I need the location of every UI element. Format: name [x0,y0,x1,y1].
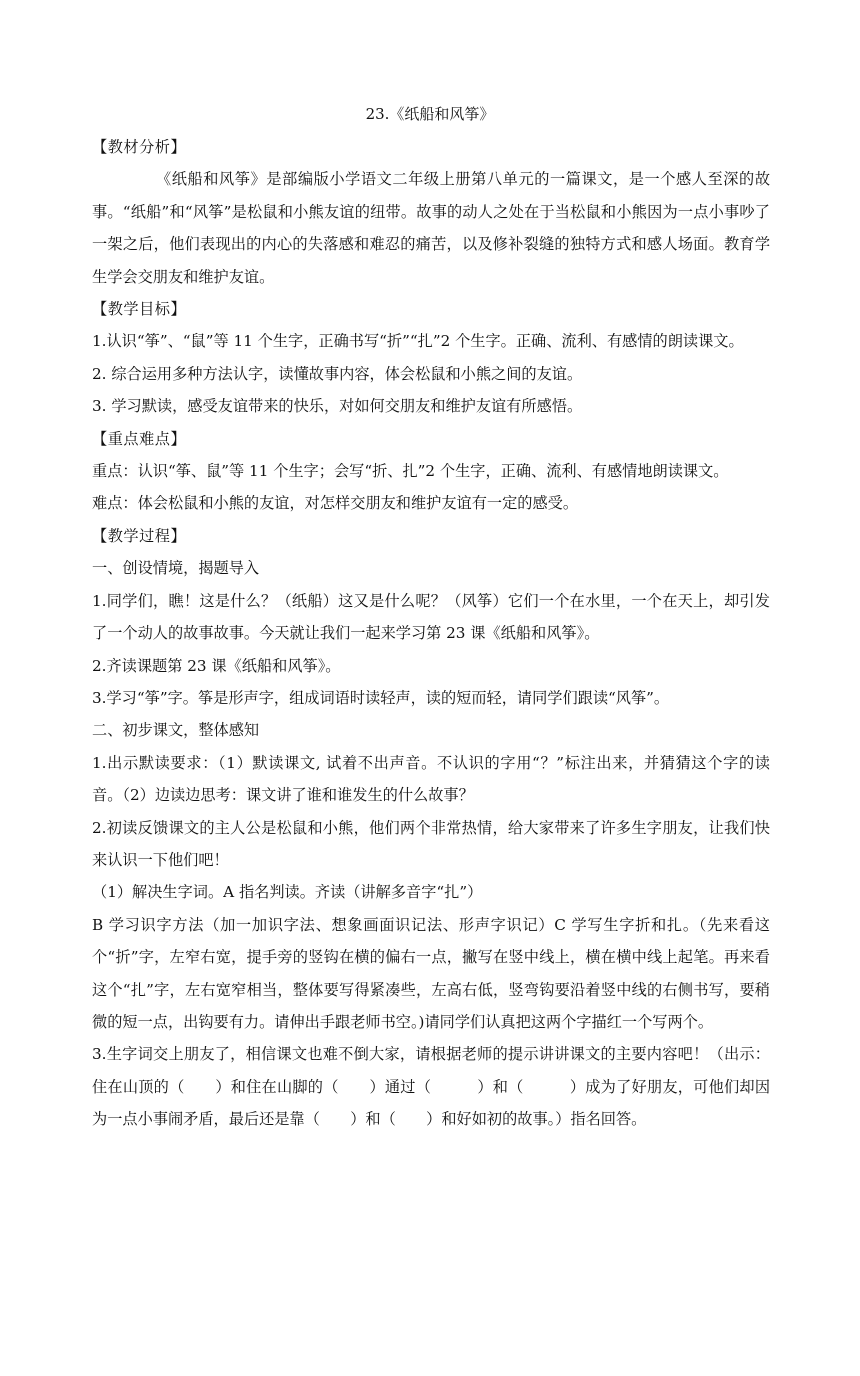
paragraph: 1.同学们，瞧！这是什么？（纸船）这又是什么呢？（风筝）它们一个在水里，一个在天上，却引发了一个动人的故事故事。今天就让我们一起来学习第 23 课《纸船和风筝》。 [92,591,770,643]
paragraph: 二、初步课文，整体感知 [92,721,260,740]
paragraph: 1.出示默读要求：（1）默读课文, 试着不出声音。不认识的字用“？”标注出来，并猜猜这个字的读音。（2）边读边思考：课文讲了谁和谁发生的什么故事？ [92,753,770,805]
section-heading: 【重点难点】 [92,429,187,448]
paragraph: 2.初读反馈课文的主人公是松鼠和小熊，他们两个非常热情，给大家带来了许多生字朋友，让我们快来认识一下他们吧！ [92,818,770,869]
paragraph: 3.学习“筝”字。筝是形声字，组成词语时读轻声，读的短而轻，请同学们跟读“风筝”。 [92,688,670,707]
paragraph: 3.生字词交上朋友了，相信课文也难不倒大家，请根据老师的提示讲讲课文的主要内容吧！（出示：住在山顶的（ ）和住在山脚的（ ）通过（ ）和（ ）成为了好朋友，可他们却因为一点小事闹矛盾，最后还是靠（ ）和（ ）和好如初的故事。）指名回答。 [92,1045,770,1129]
paragraph: 1.认识“筝”、“鼠”等 11 个生字，正确书写“折”“扎”2 个生字。正确、流利、有感情的朗读课文。 [92,332,744,351]
paragraph: 3. 学习默读，感受友谊带来的快乐，对如何交朋友和维护友谊有所感悟。 [92,397,583,416]
paragraph: 2.齐读课题第 23 课《纸船和风筝》。 [92,656,341,675]
document-title: 23.《纸船和风筝》 [365,105,495,123]
section-heading: 【教学目标】 [92,300,187,319]
paragraph: （1）解决生字词。A 指名判读。齐读（讲解多音字“扎”） [92,883,483,902]
section-heading: 【教材分析】 [92,138,187,156]
paragraph: 难点：体会松鼠和小熊的友谊，对怎样交朋友和维护友谊有一定的感受。 [92,494,578,513]
paragraph: 一、创设情境，揭题导入 [92,559,260,578]
section-heading: 【教学过程】 [92,526,187,545]
document-body [92,131,770,1136]
paragraph: 《纸船和风筝》是部编版小学语文二年级上册第八单元的一篇课文，是一个感人至深的故事。“纸船”和“风筝”是松鼠和小熊友谊的纽带。故事的动人之处在于当松鼠和小熊因为一点小事吵了一架之后，他们表现出的内心的失落感和难忍的痛苦，以及修补裂缝的独特方式和感人场面。教育学生学会交朋友和维护友谊。 [92,170,770,286]
paragraph: B 学习识字方法（加一加识字法、想象画面识记法、形声字识记）C 学写生字折和扎。（先来看这个“折”字，左窄右宽，提手旁的竖钩在横的偏右一点，撇写在竖中线上，横在横中线上起笔。再来看这个“扎”字，左右宽窄相当，整体要写得紧凑些，左高右低，竖弯钩要沿着竖中线的右侧书写，要稍微的短一点，出钩要有力。请伸出手跟老师书空。)请同学们认真把这两个字描红一个写两个。 [92,915,770,1031]
paragraph: 2. 综合运用多种方法认字，读懂故事内容，体会松鼠和小熊之间的友谊。 [92,364,583,383]
paragraph: 重点：认识“筝、鼠”等 11 个生字；会写“折、扎”2 个生字，正确、流利、有感情地朗读课文。 [92,462,729,481]
